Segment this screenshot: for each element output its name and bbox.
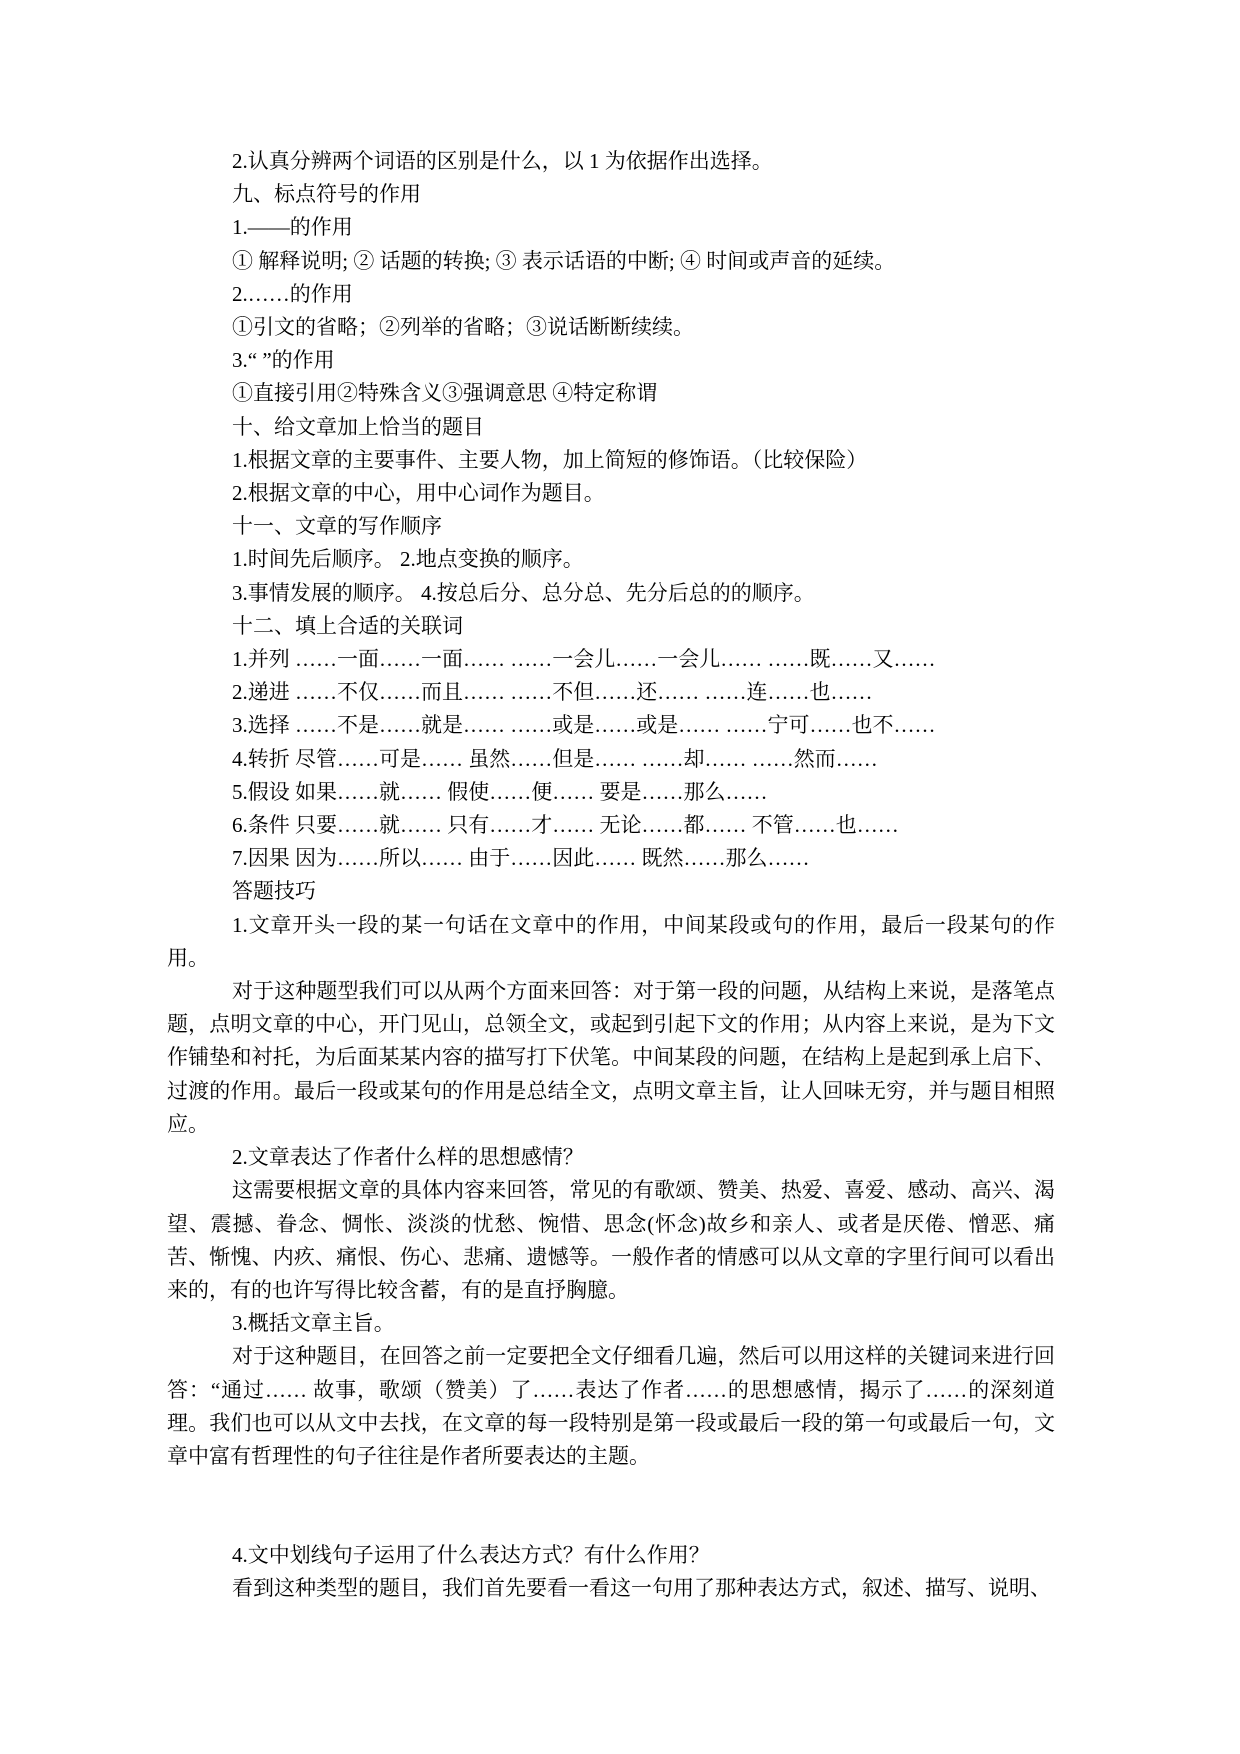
paragraph-numbered-item: 1.根据文章的主要事件、主要人物，加上简短的修饰语。（比较保险） <box>232 447 868 472</box>
paragraph-conjunction-item: 2.递进 ……不仅……而且…… ……不但……还…… ……连……也…… <box>232 680 873 705</box>
section-heading-11: 十一、文章的写作顺序 <box>232 514 442 539</box>
paragraph-conjunction-item: 5.假设 如果……就…… 假使……便…… 要是……那么…… <box>232 779 768 804</box>
paragraph-question-2: 2.文章表达了作者什么样的思想感情？ <box>232 1145 584 1170</box>
section-heading-12: 十二、填上合适的关联词 <box>232 613 463 638</box>
paragraph-conjunction-item: 3.选择 ……不是……就是…… ……或是……或是…… ……宁可……也不…… <box>232 713 936 738</box>
paragraph-numbered-item: 2.认真分辨两个词语的区别是什么，以 1 为依据作出选择。 <box>232 149 773 173</box>
paragraph-numbered-item: 2.……的作用 <box>232 281 353 306</box>
paragraph-list: ① 解释说明; ② 话题的转换; ③ 表示话语的中断; ④ 时间或声音的延续。 <box>232 248 896 273</box>
paragraph-conjunction-item: 4.转折 尽管……可是…… 虽然……但是…… ……却…… ……然而…… <box>232 746 878 771</box>
paragraph-conjunction-item: 6.条件 只要……就…… 只有……才…… 无论……都…… 不管……也…… <box>232 813 899 838</box>
paragraph-list: ①引文的省略；②列举的省略；③说话断断续续。 <box>232 315 694 340</box>
paragraph-body: 这需要根据文章的具体内容来回答，常见的有歌颂、赞美、热爱、喜爱、感动、高兴、渴望、震撼、眷念、惆怅、淡淡的忧愁、惋惜、思念(怀念)故乡和亲人、或者是厌倦、憎恶、痛苦、惭愧、内疚、痛恨、伤心、悲痛、遗憾等。一般作者的情感可以从文章的字里行间可以看出来的，有的也许写得比较含蓄，有的是直抒胸臆。 <box>167 1178 1055 1302</box>
paragraph-numbered-item: 2.根据文章的中心，用中心词作为题目。 <box>232 481 605 506</box>
section-heading-10: 十、给文章加上恰当的题目 <box>232 414 484 439</box>
paragraph-numbered-item: 1.时间先后顺序。 2.地点变换的顺序。 <box>232 547 584 572</box>
paragraph-numbered-item: 1.——的作用 <box>232 215 353 240</box>
document-content <box>167 145 1055 1606</box>
paragraph-body: 看到这种类型的题目，我们首先要看一看这一句用了那种表达方式，叙述、描写、说明、 <box>232 1576 1051 1601</box>
paragraph-conjunction-item: 7.因果 因为……所以…… 由于……因此…… 既然……那么…… <box>232 846 810 871</box>
paragraph-body: 对于这种题型我们可以从两个方面来回答：对于第一段的问题，从结构上来说，是落笔点题，点明文章的中心，开门见山，总领全文，或起到引起下文的作用；从内容上来说，是为下文作铺垫和衬托，为后面某某内容的描写打下伏笔。中间某段的问题，在结构上是起到承上启下、过渡的作用。最后一段或某句的作用是总结全文，点明文章主旨，让人回味无穷，并与题目相照应。 <box>167 979 1055 1136</box>
paragraph-body: 对于这种题目，在回答之前一定要把全文仔细看几遍，然后可以用这样的关键词来进行回答：“通过…… 故事，歌颂（赞美）了……表达了作者……的思想感情，揭示了……的深刻道理。我们也可以从文中去找，在文章的每一段特别是第一段或最后一段的第一句或最后一句，文章中富有哲理性的句子往往是作者所要表达的主题。 <box>167 1344 1055 1468</box>
paragraph-question-1: 1.文章开头一段的某一句话在文章中的作用，中间某段或句的作用，最后一段某句的作用。 <box>167 912 1055 970</box>
paragraph-numbered-item: 3.事情发展的顺序。 4.按总后分、总分总、先分后总的的顺序。 <box>232 580 815 605</box>
section-heading-answer-skills: 答题技巧 <box>232 879 316 904</box>
paragraph-numbered-item: 3.“ ”的作用 <box>232 348 335 373</box>
section-heading-9: 九、标点符号的作用 <box>232 182 421 207</box>
paragraph-list: ①直接引用②特殊含义③强调意思 ④特定称谓 <box>232 381 658 406</box>
paragraph-question-4: 4.文中划线句子运用了什么表达方式？有什么作用？ <box>232 1543 710 1568</box>
paragraph-question-3: 3.概括文章主旨。 <box>232 1311 395 1336</box>
paragraph-conjunction-item: 1.并列 ……一面……一面…… ……一会儿……一会儿…… ……既……又…… <box>232 647 936 672</box>
